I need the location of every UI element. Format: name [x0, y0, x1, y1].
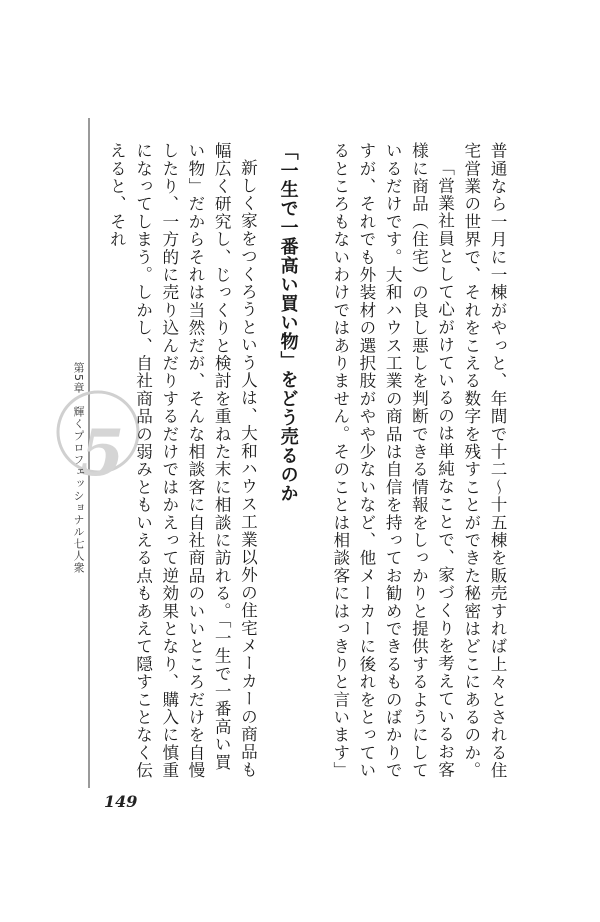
paragraph-1: 普通なら一月に一棟がやっと、年間で十二～十五棟を販売すれば上々とされる住宅営業の世界で、それをこえる数字を残すことができた秘密はどこにあるのか。	[461, 142, 507, 780]
page-number: 149	[104, 792, 138, 811]
paragraph-2-quote: 「営業社員として心がけているのは単純なことで、家づくりを考えているお客様に商品（住宅）の良し悪しを判断できる情報をしっかりと提供するようにしているだけです。大和ハウス工業の商品は自信を持ってお勧めできるものばかりですが、それでも外装材の選択肢がやや少ないなど、他メーカーに後れをとっているところもないわけではありません。そのことは相談客にはっきりと言います」	[330, 142, 455, 780]
chapter-running-title	[70, 362, 86, 574]
chapter-title: 輝くプロフェッショナル七人衆	[72, 406, 85, 574]
chapter-separator	[70, 394, 86, 406]
paragraph-3: 新しく家をつくろうという人は、大和ハウス工業以外の住宅メーカーの商品も幅広く研究し、じっくりと検討を重ねた末に相談に訪れる。「一生で一番高い買い物」だからそれは当然だが、そんな相談客に自社商品のいいところだけを自慢したり、一方的に売り込んだりするだけではかえって逆効果となり、購入に慎重になってしまう。しかし、自社商品の弱みともいえる点もあえて隠すことなく伝えると、それ	[107, 142, 258, 780]
section-heading: 「一生で一番高い買い物」をどう売るのか	[277, 142, 299, 503]
chapter-label: 第5章	[72, 362, 85, 394]
chapter-number: 5	[79, 416, 125, 491]
vertical-body-text	[107, 142, 510, 782]
